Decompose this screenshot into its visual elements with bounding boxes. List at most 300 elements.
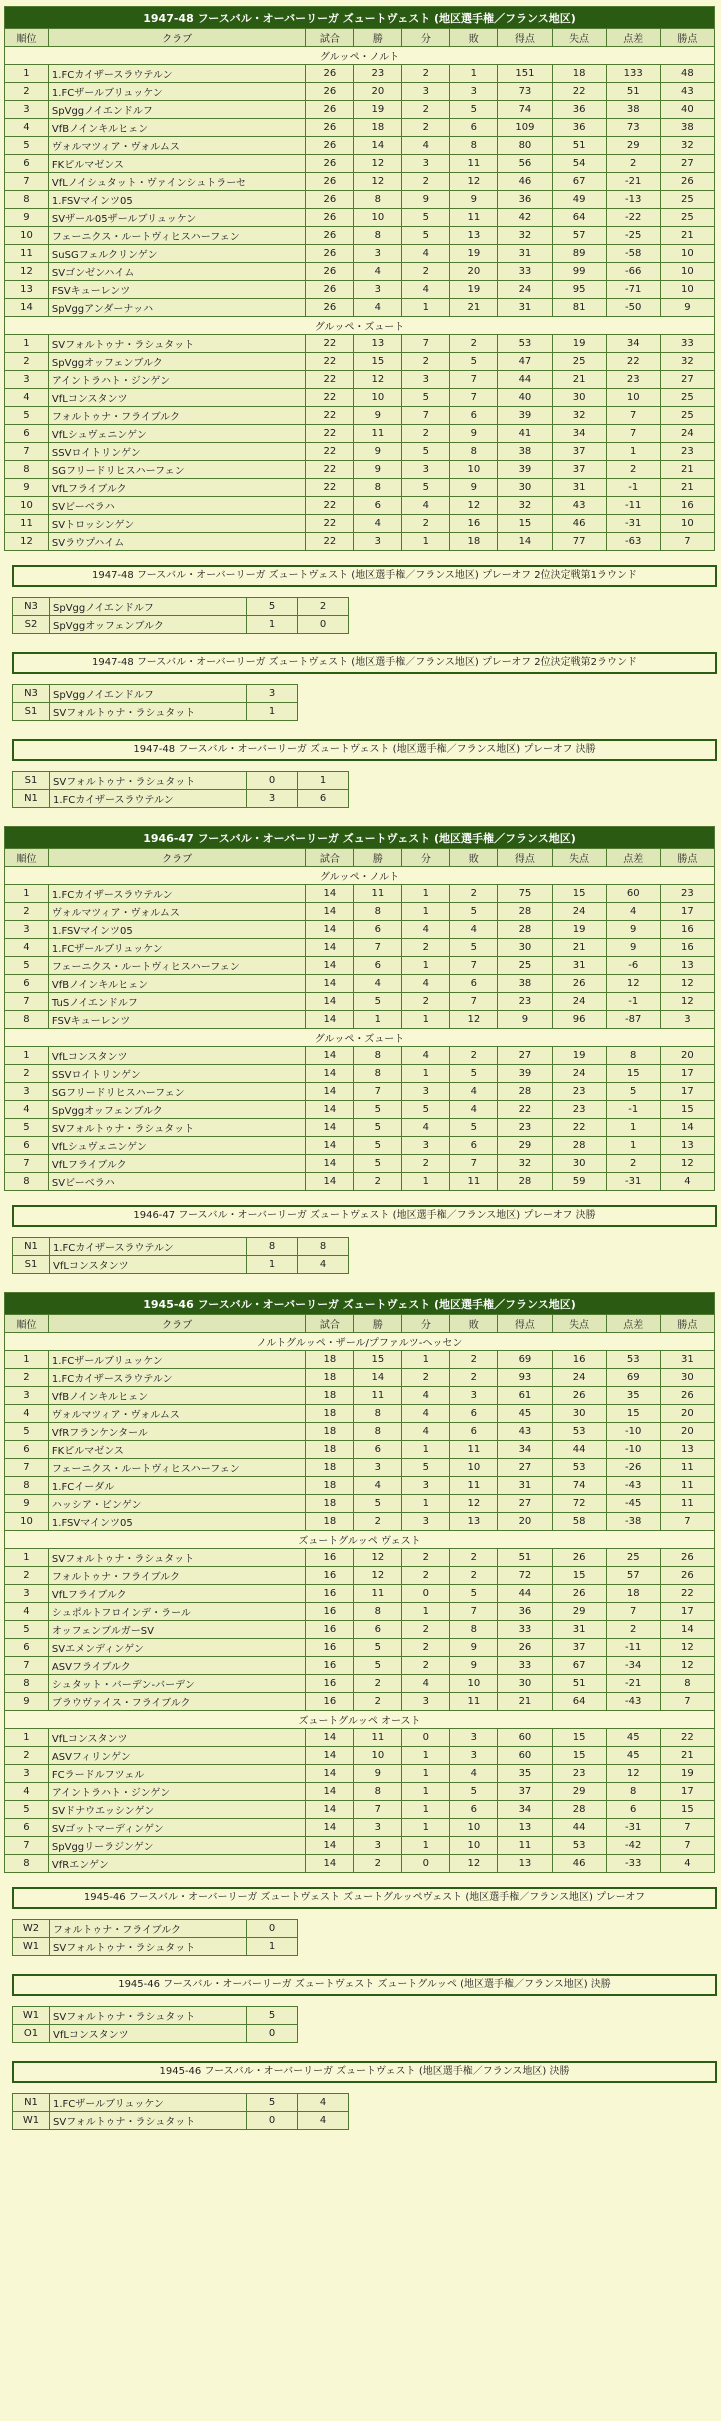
group-row (5, 317, 715, 335)
table-row (5, 1783, 715, 1801)
team-name: VfLコンスタンツ (50, 1256, 247, 1274)
table-cell: 11 (450, 209, 498, 227)
column-header: 分 (402, 1315, 450, 1333)
score-leg2: 1 (298, 772, 349, 790)
table-cell: 16 (660, 497, 714, 515)
table-row (5, 1495, 715, 1513)
club-name: 1.FCカイザースラウテルン (48, 65, 305, 83)
table-cell: 6 (354, 497, 402, 515)
club-name: FCラードルフツェル (48, 1765, 305, 1783)
table-cell: 49 (552, 191, 606, 209)
table-cell: 24 (552, 1065, 606, 1083)
group-name: グルッペ・ズュート (5, 317, 715, 335)
table-cell: 53 (498, 335, 552, 353)
table-cell: 9 (354, 1765, 402, 1783)
table-cell: 7 (5, 1837, 49, 1855)
table-cell: 89 (552, 245, 606, 263)
table-cell: 30 (552, 1405, 606, 1423)
table-cell: 1 (402, 1011, 450, 1029)
table-cell: 3 (450, 1747, 498, 1765)
table-cell: 12 (354, 1549, 402, 1567)
seed-code: S2 (13, 616, 50, 634)
table-row (5, 903, 715, 921)
club-name: VfBノインキルヒェン (48, 1387, 305, 1405)
group-name: グルッペ・ノルト (5, 47, 715, 65)
table-cell: 2 (402, 101, 450, 119)
table-cell: 26 (306, 227, 354, 245)
club-name: TuSノイエンドルフ (48, 993, 305, 1011)
table-row (5, 1693, 715, 1711)
table-cell: 1 (606, 1137, 660, 1155)
table-cell: 13 (498, 1819, 552, 1837)
table-cell: 4 (402, 137, 450, 155)
playoff-row (13, 1256, 349, 1274)
table-cell: 6 (5, 975, 49, 993)
club-name: SVラウプハイム (48, 533, 305, 551)
table-cell: 13 (354, 335, 402, 353)
table-cell: 28 (498, 1083, 552, 1101)
table-cell: 74 (498, 101, 552, 119)
table-cell: 26 (306, 101, 354, 119)
column-header: 勝 (354, 849, 402, 867)
score-leg1: 3 (247, 790, 298, 808)
table-cell: 5 (5, 1621, 49, 1639)
table-cell: 18 (306, 1351, 354, 1369)
table-cell: 14 (306, 1155, 354, 1173)
table-cell: 39 (498, 461, 552, 479)
table-cell: 5 (450, 1585, 498, 1603)
table-row (5, 1801, 715, 1819)
table-cell: 3 (450, 83, 498, 101)
table-cell: 6 (354, 1441, 402, 1459)
table-cell: 11 (450, 1441, 498, 1459)
table-cell: 22 (660, 1729, 714, 1747)
table-cell: 9 (354, 461, 402, 479)
table-cell: 3 (354, 1819, 402, 1837)
table-cell: 9 (450, 425, 498, 443)
table-row (5, 173, 715, 191)
table-cell: 4 (660, 1173, 714, 1191)
table-cell: 15 (606, 1065, 660, 1083)
table-cell: 32 (660, 353, 714, 371)
table-cell: -42 (606, 1837, 660, 1855)
table-cell: 12 (450, 497, 498, 515)
table-cell: 5 (450, 1783, 498, 1801)
table-cell: 11 (450, 1477, 498, 1495)
table-cell: 3 (660, 1011, 714, 1029)
table-cell: 1 (402, 1819, 450, 1837)
table-cell: 12 (5, 533, 49, 551)
table-cell: 8 (354, 1783, 402, 1801)
table-cell: 96 (552, 1011, 606, 1029)
table-cell: 31 (552, 1621, 606, 1639)
score-leg1: 0 (247, 772, 298, 790)
table-cell: 15 (606, 1405, 660, 1423)
club-name: 1.FSVマインツ05 (48, 1513, 305, 1531)
league-table (4, 1292, 715, 1873)
table-cell: 4 (660, 1855, 714, 1873)
table-cell: 5 (5, 1119, 49, 1137)
table-cell: 2 (402, 425, 450, 443)
table-cell: 7 (450, 1603, 498, 1621)
table-cell: 14 (306, 1837, 354, 1855)
table-cell: 28 (552, 1137, 606, 1155)
table-cell: 26 (306, 209, 354, 227)
table-cell: 1 (402, 1837, 450, 1855)
table-cell: 5 (402, 1101, 450, 1119)
table-cell: 14 (306, 975, 354, 993)
table-cell: 25 (498, 957, 552, 975)
table-cell: 15 (552, 1729, 606, 1747)
playoff-title: 1947-48 フースバル・オーバーリーガ ズュートヴェスト (地区選手権／フランス地区) プレーオフ 決勝 (12, 739, 717, 761)
table-row (5, 1119, 715, 1137)
table-cell: 4 (402, 921, 450, 939)
table-cell: 8 (5, 1011, 49, 1029)
table-cell: 35 (498, 1765, 552, 1783)
table-cell: 6 (450, 407, 498, 425)
column-header: 試合 (306, 849, 354, 867)
table-cell: 1 (402, 1765, 450, 1783)
league-title: 1946-47 フースバル・オーバーリーガ ズュートヴェスト (地区選手権／フランス地区) (5, 827, 715, 849)
table-cell: 34 (498, 1441, 552, 1459)
table-cell: -45 (606, 1495, 660, 1513)
seed-code: S1 (13, 703, 50, 721)
table-row (5, 335, 715, 353)
score-leg1: 5 (247, 2007, 298, 2025)
table-cell: 2 (402, 1621, 450, 1639)
table-cell: 73 (606, 119, 660, 137)
table-cell: 9 (450, 1657, 498, 1675)
table-cell: 57 (606, 1567, 660, 1585)
table-cell: 14 (306, 903, 354, 921)
table-cell: 29 (606, 137, 660, 155)
column-header: 勝点 (660, 1315, 714, 1333)
table-cell: 14 (354, 1369, 402, 1387)
table-cell: -1 (606, 479, 660, 497)
table-cell: 3 (450, 1729, 498, 1747)
table-cell: 20 (354, 83, 402, 101)
club-name: 1.FSVマインツ05 (48, 191, 305, 209)
table-cell: 60 (606, 885, 660, 903)
table-cell: 2 (606, 1621, 660, 1639)
playoff-row (13, 1938, 298, 1956)
table-cell: 4 (402, 245, 450, 263)
table-cell: 7 (402, 407, 450, 425)
club-name: SuSGフェルクリンゲン (48, 245, 305, 263)
club-name: VfBノインキルヒェン (48, 975, 305, 993)
table-cell: 21 (552, 371, 606, 389)
table-cell: 44 (552, 1819, 606, 1837)
table-cell: 6 (5, 1639, 49, 1657)
table-row (5, 1047, 715, 1065)
group-name: グルッペ・ズュート (5, 1029, 715, 1047)
score-leg2: 8 (298, 1238, 349, 1256)
table-cell: 2 (450, 885, 498, 903)
table-cell: 15 (660, 1801, 714, 1819)
table-cell: 2 (606, 155, 660, 173)
column-header: 試合 (306, 29, 354, 47)
table-cell: 46 (552, 1855, 606, 1873)
club-name: SVゴットマーディンゲン (48, 1819, 305, 1837)
table-cell: 24 (552, 1369, 606, 1387)
table-cell: 6 (5, 425, 49, 443)
table-cell: 5 (5, 407, 49, 425)
club-name: SVビーベラハ (48, 1173, 305, 1191)
table-cell: 2 (5, 83, 49, 101)
table-row (5, 497, 715, 515)
table-cell: 3 (5, 1083, 49, 1101)
table-cell: 13 (660, 957, 714, 975)
table-cell: 8 (354, 1065, 402, 1083)
table-cell: -13 (606, 191, 660, 209)
table-cell: 14 (660, 1119, 714, 1137)
table-cell: 14 (5, 299, 49, 317)
playoff-row (13, 598, 349, 616)
table-cell: 37 (552, 461, 606, 479)
table-cell: 22 (498, 1101, 552, 1119)
table-cell: 9 (354, 407, 402, 425)
table-cell: 5 (5, 1801, 49, 1819)
club-name: オッフェンブルガーSV (48, 1621, 305, 1639)
table-row (5, 65, 715, 83)
club-name: VfLコンスタンツ (48, 1729, 305, 1747)
table-cell: -21 (606, 1675, 660, 1693)
table-cell: 2 (450, 1549, 498, 1567)
table-cell: 7 (606, 425, 660, 443)
table-cell: 5 (402, 227, 450, 245)
table-row (5, 1855, 715, 1873)
club-name: ヴォルマツィア・ヴォルムス (48, 1405, 305, 1423)
table-cell: 10 (660, 281, 714, 299)
table-cell: 8 (354, 479, 402, 497)
table-cell: 14 (306, 1783, 354, 1801)
club-name: SVエメンディンゲン (48, 1639, 305, 1657)
table-cell: 0 (402, 1855, 450, 1873)
table-cell: 61 (498, 1387, 552, 1405)
table-cell: 17 (660, 903, 714, 921)
table-cell: 11 (450, 1173, 498, 1191)
table-cell: 16 (306, 1621, 354, 1639)
table-cell: 2 (402, 515, 450, 533)
playoff-title: 1947-48 フースバル・オーバーリーガ ズュートヴェスト (地区選手権／フランス地区) プレーオフ 2位決定戦第1ラウンド (12, 565, 717, 587)
club-name: SVドナウエッシンゲン (48, 1801, 305, 1819)
table-cell: 7 (606, 407, 660, 425)
table-cell: 59 (552, 1173, 606, 1191)
score-leg1: 5 (247, 598, 298, 616)
table-cell: -26 (606, 1459, 660, 1477)
table-cell: 5 (450, 903, 498, 921)
playoff-table (12, 1237, 349, 1274)
playoff-row (13, 2094, 349, 2112)
table-cell: 30 (660, 1369, 714, 1387)
table-cell: 11 (498, 1837, 552, 1855)
table-cell: 10 (354, 389, 402, 407)
table-cell: 19 (552, 335, 606, 353)
table-cell: 4 (5, 119, 49, 137)
table-cell: 19 (354, 101, 402, 119)
table-cell: 14 (306, 1119, 354, 1137)
table-cell: 3 (402, 155, 450, 173)
playoff-table (12, 2093, 349, 2130)
club-name: ハッシア・ビンゲン (48, 1495, 305, 1513)
table-cell: 18 (354, 119, 402, 137)
table-cell: 1 (5, 335, 49, 353)
table-cell: 56 (498, 155, 552, 173)
table-cell: 32 (660, 137, 714, 155)
table-cell: 14 (660, 1621, 714, 1639)
table-row (5, 443, 715, 461)
table-row (5, 245, 715, 263)
table-cell: 5 (450, 1065, 498, 1083)
table-cell: 48 (660, 65, 714, 83)
table-cell: 21 (498, 1693, 552, 1711)
table-cell: 5 (354, 1137, 402, 1155)
table-cell: 34 (606, 335, 660, 353)
table-row (5, 155, 715, 173)
table-cell: 16 (306, 1693, 354, 1711)
table-cell: 2 (354, 1675, 402, 1693)
group-row (5, 1029, 715, 1047)
table-cell: 32 (498, 497, 552, 515)
table-cell: 15 (660, 1101, 714, 1119)
table-cell: 4 (402, 1405, 450, 1423)
table-cell: 11 (450, 1693, 498, 1711)
table-cell: 14 (306, 1065, 354, 1083)
table-cell: 10 (5, 227, 49, 245)
table-cell: 4 (402, 1423, 450, 1441)
table-cell: -71 (606, 281, 660, 299)
table-cell: 22 (306, 497, 354, 515)
table-cell: 3 (5, 101, 49, 119)
seed-code: O1 (13, 2025, 50, 2043)
table-cell: 5 (606, 1083, 660, 1101)
table-row (5, 1405, 715, 1423)
table-cell: 39 (498, 407, 552, 425)
club-name: SVトロッシンゲン (48, 515, 305, 533)
table-cell: -21 (606, 173, 660, 191)
table-cell: 25 (660, 191, 714, 209)
group-row (5, 1333, 715, 1351)
table-cell: 12 (660, 1657, 714, 1675)
club-name: SVフォルトゥナ・ラシュタット (48, 335, 305, 353)
table-cell: 11 (450, 155, 498, 173)
table-cell: 18 (306, 1423, 354, 1441)
score-leg1: 5 (247, 2094, 298, 2112)
score-leg1: 0 (247, 2112, 298, 2130)
seed-code: N1 (13, 2094, 50, 2112)
table-cell: 27 (660, 371, 714, 389)
table-cell: 5 (354, 1657, 402, 1675)
table-cell: -31 (606, 1173, 660, 1191)
table-cell: 53 (552, 1423, 606, 1441)
playoff-table (12, 2006, 298, 2043)
table-cell: 22 (306, 353, 354, 371)
table-cell: 33 (498, 1621, 552, 1639)
table-cell: 2 (606, 1155, 660, 1173)
table-cell: -66 (606, 263, 660, 281)
table-cell: 14 (498, 533, 552, 551)
table-cell: 22 (306, 533, 354, 551)
table-cell: 51 (552, 1675, 606, 1693)
table-row (5, 425, 715, 443)
club-name: ヴォルマツィア・ヴォルムス (48, 137, 305, 155)
table-cell: 26 (498, 1639, 552, 1657)
table-cell: 7 (606, 1603, 660, 1621)
table-cell: 22 (660, 1585, 714, 1603)
table-cell: 2 (450, 1567, 498, 1585)
table-cell: 1 (5, 1047, 49, 1065)
column-header: クラブ (48, 29, 305, 47)
table-cell: 3 (5, 1585, 49, 1603)
seed-code: S1 (13, 1256, 50, 1274)
score-leg2: 2 (298, 598, 349, 616)
column-header: 敗 (450, 849, 498, 867)
table-cell: 13 (450, 227, 498, 245)
table-cell: 38 (660, 119, 714, 137)
table-cell: 9 (354, 443, 402, 461)
table-cell: 7 (5, 1155, 49, 1173)
column-header: 順位 (5, 1315, 49, 1333)
club-name: SSVロイトリンゲン (48, 1065, 305, 1083)
table-cell: 4 (402, 975, 450, 993)
table-cell: 4 (5, 939, 49, 957)
table-cell: 4 (402, 1119, 450, 1137)
club-name: SpVggノイエンドルフ (48, 101, 305, 119)
table-cell: 1 (402, 957, 450, 975)
table-cell: 26 (306, 281, 354, 299)
table-cell: 15 (552, 885, 606, 903)
table-cell: 42 (498, 209, 552, 227)
table-cell: -87 (606, 1011, 660, 1029)
table-cell: 14 (306, 1137, 354, 1155)
table-cell: 22 (552, 83, 606, 101)
table-cell: 16 (660, 921, 714, 939)
table-cell: 7 (5, 173, 49, 191)
table-cell: 39 (498, 1065, 552, 1083)
table-cell: 12 (660, 975, 714, 993)
column-header: 試合 (306, 1315, 354, 1333)
table-cell: 44 (498, 371, 552, 389)
column-header: 勝点 (660, 849, 714, 867)
table-row (5, 119, 715, 137)
table-cell: 9 (606, 939, 660, 957)
table-cell: 23 (498, 993, 552, 1011)
table-cell: 6 (5, 155, 49, 173)
table-row (5, 1639, 715, 1657)
column-header: 勝 (354, 29, 402, 47)
table-cell: -50 (606, 299, 660, 317)
club-name: FSVキューレンツ (48, 1011, 305, 1029)
table-cell: 75 (498, 885, 552, 903)
table-cell: 7 (450, 1155, 498, 1173)
table-cell: 5 (5, 137, 49, 155)
column-header: 分 (402, 849, 450, 867)
table-cell: 9 (5, 1495, 49, 1513)
table-cell: 14 (306, 1101, 354, 1119)
table-cell: 14 (306, 957, 354, 975)
group-name: ズュートグルッペ ヴェスト (5, 1531, 715, 1549)
table-cell: 5 (402, 389, 450, 407)
table-cell: 51 (498, 1549, 552, 1567)
table-cell: 2 (402, 263, 450, 281)
table-cell: 23 (606, 371, 660, 389)
table-cell: 0 (402, 1729, 450, 1747)
table-cell: 37 (552, 443, 606, 461)
table-cell: 4 (402, 1047, 450, 1065)
table-row (5, 1351, 715, 1369)
table-cell: 74 (552, 1477, 606, 1495)
playoff-row (13, 1920, 298, 1938)
